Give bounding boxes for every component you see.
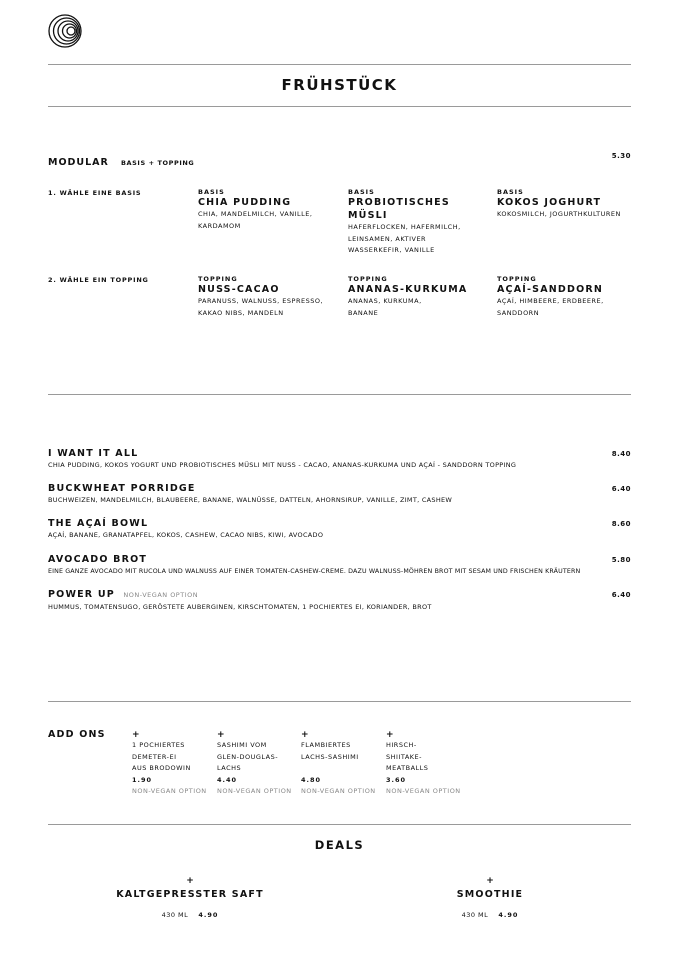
basis-desc: CHIA, MANDELMILCH, VANILLE, KARDAMOM: [198, 210, 313, 230]
addon-line: MEATBALLS: [386, 764, 429, 772]
basis-option: [497, 188, 637, 221]
addon-line: LACHS-SASHIMI: [301, 752, 359, 761]
addon-item: [217, 730, 299, 798]
topping-label: TOPPING: [198, 275, 238, 283]
non-vegan-note: NON-VEGAN OPTION: [132, 787, 207, 795]
deal-price: 4.90: [198, 911, 219, 919]
deal-name: SMOOTHIE: [456, 889, 524, 900]
deal-name: KALTGEPRESSTER SAFT: [116, 889, 264, 900]
plus-icon: +: [186, 876, 194, 886]
dish-item: [48, 517, 631, 542]
addon-line: SHIITAKE-: [386, 752, 422, 761]
addon-price: 3.60: [386, 775, 407, 784]
modular-title: MODULAR: [48, 157, 109, 168]
topping-option: [348, 275, 488, 319]
plus-icon: +: [132, 730, 140, 740]
deals-title: DEALS: [314, 838, 365, 852]
non-vegan-note: NON-VEGAN OPTION: [217, 787, 292, 795]
step-basis-label: 1. WÄHLE EINE BASIS: [48, 189, 142, 197]
non-vegan-note: NON-VEGAN OPTION: [123, 591, 199, 599]
topping-label: TOPPING: [497, 275, 537, 283]
plus-icon: +: [486, 876, 494, 886]
topping-desc: AÇAÍ, HIMBEERE, ERDBEERE, SANDDORN: [497, 297, 604, 317]
addon-price: 4.80: [301, 775, 322, 784]
dish-name: POWER UP: [48, 589, 115, 600]
basis-label: BASIS: [348, 188, 375, 196]
addon-item: [301, 730, 383, 798]
modular-header: [48, 150, 194, 169]
deal-item: [110, 876, 270, 922]
basis-option: [348, 188, 488, 257]
deal-item: [410, 876, 570, 922]
dish-item: [48, 588, 631, 614]
dish-item: [48, 553, 631, 578]
step-topping-label: 2. WÄHLE EIN TOPPING: [48, 276, 149, 284]
addon-line: GLEN-DOUGLAS-: [217, 752, 279, 761]
basis-desc: HAFERFLOCKEN, HAFERMILCH, LEINSAMEN, AKTIVER WASSERKEFIR, VANILLE: [348, 223, 461, 254]
addon-line: FLAMBIERTES: [301, 741, 351, 749]
addon-price: 1.90: [132, 775, 153, 784]
dish-item: [48, 482, 631, 507]
addon-line: DEMETER-EI: [132, 752, 177, 761]
dish-name: AVOCADO BROT: [48, 554, 148, 565]
basis-name: CHIA PUDDING: [198, 197, 292, 208]
dish-price: 8.60: [611, 520, 631, 528]
basis-desc: KOKOSMILCH, JOGURTHKULTUREN: [497, 210, 621, 218]
modular-price: 5.30: [611, 152, 631, 160]
topping-name: NUSS-CACAO: [198, 284, 280, 295]
divider: [48, 64, 631, 65]
logo: [48, 14, 82, 48]
dish-price: 8.40: [611, 450, 631, 458]
deal-size: 430 ML: [161, 911, 189, 919]
basis-option: [198, 188, 338, 232]
divider: [48, 701, 631, 702]
basis-name: KOKOS JOGHURT: [497, 197, 602, 208]
dish-item: [48, 447, 631, 472]
addons-title: ADD ONS: [48, 729, 106, 740]
addon-line: LACHS: [217, 764, 242, 772]
topping-name: AÇAÍ-SANDDORN: [497, 284, 604, 295]
topping-desc: ANANAS, KURKUMA, BANANE: [348, 297, 422, 317]
dish-price: 6.40: [611, 485, 631, 493]
dish-name: BUCKWHEAT PORRIDGE: [48, 483, 196, 494]
divider: [48, 394, 631, 395]
basis-label: BASIS: [198, 188, 225, 196]
non-vegan-note: NON-VEGAN OPTION: [301, 787, 376, 795]
topping-option: [198, 275, 338, 319]
dish-price: 5.80: [611, 556, 631, 564]
dish-desc: CHIA PUDDING, KOKOS YOGURT UND PROBIOTISCHES MÜSLI MIT NUSS - CACAO, ANANAS-KURKUMA UND AÇAÍ - SANDDORN TOPPING: [48, 461, 517, 469]
addon-line: HIRSCH-: [386, 741, 417, 749]
topping-desc: PARANUSS, WALNUSS, ESPRESSO, KAKAO NIBS, MANDELN: [198, 297, 324, 317]
addon-line: AUS BRODOWIN: [132, 764, 191, 772]
dish-name: I WANT IT ALL: [48, 448, 139, 459]
addon-item: [386, 730, 468, 798]
addon-line: 1 POCHIERTES: [132, 741, 185, 749]
addon-line: SASHIMI VOM: [217, 741, 267, 749]
topping-label: TOPPING: [348, 275, 388, 283]
dish-price: 6.40: [611, 591, 631, 599]
addon-price: 4.40: [217, 775, 238, 784]
divider: [48, 106, 631, 107]
topping-option: [497, 275, 637, 319]
dish-desc: HUMMUS, TOMATENSUGO, GERÖSTETE AUBERGINEN, KIRSCHTOMATEN, 1 POCHIERTES EI, KORIANDER, BROT: [48, 603, 432, 611]
deal-price: 4.90: [498, 911, 519, 919]
non-vegan-note: NON-VEGAN OPTION: [386, 787, 461, 795]
plus-icon: +: [301, 730, 309, 740]
dish-desc: AÇAÍ, BANANE, GRANATAPFEL, KOKOS, CASHEW, CACAO NIBS, KIWI, AVOCADO: [48, 531, 324, 539]
plus-icon: +: [217, 730, 225, 740]
plus-icon: +: [386, 730, 394, 740]
basis-label: BASIS: [497, 188, 524, 196]
deal-size: 430 ML: [461, 911, 489, 919]
dish-name: THE AÇAÍ BOWL: [48, 518, 149, 529]
divider: [48, 824, 631, 825]
dish-desc: BUCHWEIZEN, MANDELMILCH, BLAUBEERE, BANANE, WALNÜSSE, DATTELN, AHORNSIRUP, VANILLE, ZIMT, CASHEW: [48, 496, 453, 504]
modular-subtitle: BASIS + TOPPING: [120, 159, 195, 167]
page-title: FRÜHSTÜCK: [281, 76, 398, 94]
addon-item: [132, 730, 214, 798]
dish-desc: EINE GANZE AVOCADO MIT RUCOLA UND WALNUSS AUF EINER TOMATEN-CASHEW-CREME. DAZU WALNUSS-MÖHREN BROT MIT SESAM UND FRISCHEN KRÄUTERN: [48, 568, 581, 575]
topping-name: ANANAS-KURKUMA: [348, 284, 468, 295]
basis-name: PROBIOTISCHES MÜSLI: [348, 197, 450, 221]
